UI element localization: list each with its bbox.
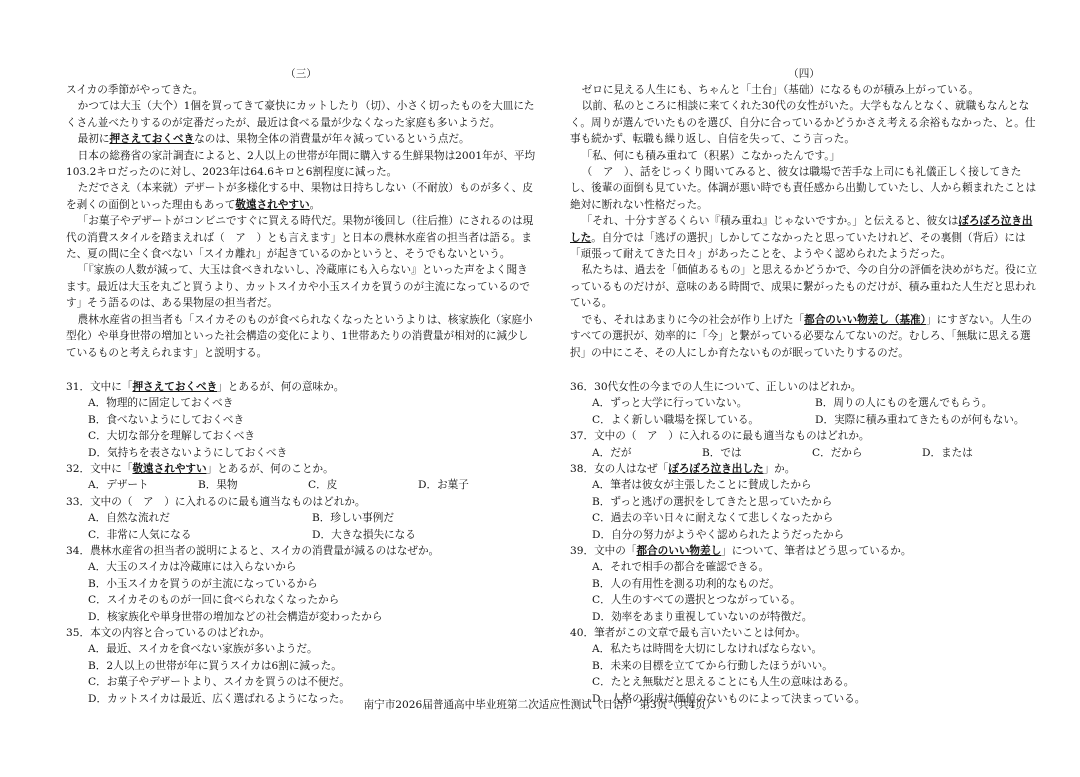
question-stem: [66, 494, 536, 510]
answer-option[interactable]: D．カットスイカは最近、広く選ばれるようになった。: [88, 692, 350, 705]
question-list: [570, 379, 1038, 707]
question-block: [66, 543, 536, 625]
stem-text: 38．女の人はなぜ「: [570, 462, 669, 475]
option-row: [66, 510, 536, 526]
answer-option[interactable]: B．未来の目標を立ててから行動したほうがいい。: [592, 659, 833, 672]
paragraph: かつては大玉（大个）1個を買ってきて豪快にカットしたり（切）、小さく切ったものを大皿にたくさん並べたりするのが定番だったが、最近は食べる量が少なくなった家庭も多いようだ。: [66, 100, 535, 129]
passage: [570, 82, 1038, 361]
answer-option[interactable]: C．お菓子やデザートより、スイカを買うのは不便だ。: [88, 676, 350, 689]
question-stem: [570, 625, 1038, 641]
stem-text: 36．30代女性の今までの人生について、正しいのはどれか。: [570, 380, 862, 393]
paragraph: （ ア ）、話をじっくり聞いてみると、彼女は職場で苦手な上司にも礼儀正しく接してきたし、後輩の面倒も見ていた。体調が悪い時でも責任感から出勤していたし、人から頼まれたことは絶対に断れない性格だった。: [570, 166, 1037, 211]
stem-text: 37．文中の（ ア ）に入れるのに最も適当なものはどれか。: [570, 430, 870, 443]
stem-text: 」について、筆者はどう思っているか。: [721, 544, 912, 557]
question-block: [66, 625, 536, 707]
stem-text: 32．文中に「: [66, 462, 133, 475]
question-stem: [66, 379, 536, 395]
answer-option[interactable]: C．たとえ無駄だと思えることにも人生の意味はある。: [592, 676, 855, 689]
paragraph: 農林水産省の担当者も「スイカそのものが食べられなくなったというよりは、核家族化（家庭小型化）や単身世帯の増加といった社会構造の変化により、1世帯あたりの消費量が相対的に減少しているものと考えられます」と説明する。: [66, 313, 533, 359]
underlined-phrase: 押さえておくべき: [109, 133, 195, 146]
answer-option[interactable]: D．自分の努力がようやく認められたようだったから: [592, 528, 845, 541]
paragraph: 日本の総務省の家計調査によると、2人以上の世帯が年間に購入する生鮮果物は2001年が、平均103.2キロだったのに対し、2023年は64.6キロと6割程度に減った。: [66, 149, 536, 179]
question-stem: [66, 625, 536, 641]
paragraph: ゼロに見える人生にも、ちゃんと「土台」（基础）になるものが積み上がっている。: [581, 84, 979, 96]
answer-option[interactable]: D．または: [922, 446, 973, 459]
paragraph-text: 」にすぎない。人生のすべての選択が、効率的に「今」と繋がっている必要なんてないのだ。むしろ、「無駄に思える選択」の中にこそ、その人にしか育たないものが眠っていたりするのだ。: [570, 313, 1032, 359]
answer-option[interactable]: A．最近、スイカを食べない家族が多いようだ。: [88, 643, 318, 656]
answer-option[interactable]: A．私たちは時間を大切にしなければならない。: [592, 643, 823, 656]
answer-option[interactable]: C．非常に人気になる: [88, 528, 192, 541]
underlined-phrase: 押さえておくべき: [132, 380, 218, 393]
answer-option[interactable]: B．ずっと逃げの選択をしてきたと思っていたから: [592, 495, 833, 508]
answer-option[interactable]: B．人の有用性を測る功利的なものだ。: [592, 577, 780, 590]
paragraph-text: 。自分では「逃げの選択」しかしてこなかったと思っていたけれど、その裏側（背后）には「頑張って耐えてきた日々」があったことを、ようやく認められたようだった。: [570, 231, 1026, 261]
underlined-phrase: 敬遠されやすい: [235, 198, 310, 211]
paragraph: スイカの季節がやってきた。: [66, 84, 204, 96]
underlined-phrase: 都合のいい物差し: [636, 544, 722, 557]
answer-option[interactable]: B．珍しい事例だ: [312, 512, 394, 525]
paragraph: [66, 180, 536, 213]
answer-option[interactable]: A．大玉のスイカは冷蔵庫には入らないから: [88, 561, 297, 574]
option-row: [570, 395, 1038, 411]
answer-option[interactable]: C．だから: [812, 446, 863, 459]
right-column: [570, 66, 1038, 707]
stem-text: 34．農林水産省の担当者の説明によると、スイカの消費量が減るのはなぜか。: [66, 544, 440, 557]
stem-text: 39．文中の「: [570, 544, 637, 557]
answer-option[interactable]: C．よく新しい職場を探している。: [592, 413, 760, 426]
paragraph-text: ただでさえ（本来就）デザートが多様化する中、果物は日持ちしない（不耐放）ものが多く、皮を剥くの面倒といった理由もあって: [66, 182, 533, 211]
option-row: [570, 445, 1038, 461]
question-block: [66, 494, 536, 543]
paragraph-text: でも、それはあまりに今の社会が作り上げた「: [581, 313, 805, 326]
answer-option[interactable]: D．気持ちを表さないようにしておくべき: [88, 446, 288, 459]
answer-option[interactable]: B．食べないようにしておくべき: [88, 413, 245, 426]
answer-option[interactable]: A．それで相手の都合を確認できる。: [592, 561, 770, 574]
paragraph-text: 「それ、十分すぎるくらい『積み重ね』じゃないですか。」と伝えると、彼女は: [581, 215, 959, 228]
answer-option[interactable]: B．周りの人にものを選んでもらう。: [815, 397, 993, 410]
option-row: [570, 412, 1038, 428]
stem-text: 」とあるが、何の意味か。: [217, 380, 345, 393]
paragraph: [570, 312, 1038, 361]
underlined-phrase: ぽろぽろ泣き出した: [570, 215, 1033, 244]
question-block: [570, 543, 1038, 625]
question-block: [66, 461, 536, 494]
answer-option[interactable]: B．では: [702, 446, 742, 459]
underlined-phrase: 敬遠されやすい: [132, 462, 207, 475]
answer-option[interactable]: D．実際に積み重ねてきたものが何もない。: [815, 413, 1025, 426]
answer-option[interactable]: C．過去の辛い日々に耐えなくて悲しくなったから: [592, 512, 834, 525]
answer-option[interactable]: D．核家族化や単身世帯の増加などの社会構造が変わったから: [88, 610, 383, 623]
option-row: [66, 527, 536, 543]
passage: [66, 82, 536, 361]
question-block: [570, 428, 1038, 461]
answer-option[interactable]: C．人生のすべての選択とつながっている。: [592, 594, 801, 607]
stem-text: 31．文中に「: [66, 380, 133, 393]
answer-option[interactable]: D．大きな損失になる: [312, 528, 416, 541]
left-column: [66, 66, 536, 707]
paragraph: [570, 213, 1038, 262]
answer-option[interactable]: C．皮: [308, 479, 338, 492]
paragraph-text: 。: [309, 198, 321, 211]
answer-option[interactable]: A．物理的に固定しておくべき: [88, 397, 234, 410]
question-stem: [66, 543, 536, 559]
answer-option[interactable]: A．デザート: [88, 479, 149, 492]
stem-text: 40．筆者がこの文章で最も言いたいことは何か。: [570, 627, 806, 639]
paragraph: 私たちは、過去を「価値あるもの」と思えるかどうかで、今の自分の評価を決めがちだ。役に立っているものだけが、意味のある時間で、成果に繋がったものだけが、積み重ねた人生だと思われている。: [570, 264, 1037, 310]
stem-text: 33．文中の（ ア ）に入れるのに最も適当なものはどれか。: [66, 495, 366, 508]
question-stem: [66, 461, 536, 477]
answer-option[interactable]: D．人格の形成は価値のないものによって決まっている。: [592, 692, 866, 705]
page-footer: 南宁市2026届普通高中毕业班第二次适应性测试（日语） 第3页（共4页）: [363, 699, 717, 711]
question-stem: [570, 379, 1038, 395]
answer-option[interactable]: A．ずっと大学に行っていない。: [592, 397, 748, 410]
stem-text: 35．本文の内容と合っているのはどれか。: [66, 627, 271, 639]
answer-option[interactable]: A．筆者は彼女が主張したことに賛成したから: [592, 479, 812, 492]
paragraph: 以前、私のところに相談に来てくれた30代の女性がいた。大学もなんとなく、就職もなんとなく。周りが選んでいたものを選び、自分に合っているかどうかさえ考える余裕もなかった、と。仕事も続かず、転職も繰り返し、自信を失って、こう言った。: [570, 100, 1036, 146]
option-row: [66, 477, 536, 493]
section-title: （四）: [788, 68, 820, 80]
answer-option[interactable]: C．スイカそのものが一回に食べられなくなったから: [88, 594, 340, 607]
question-block: [570, 461, 1038, 543]
section-title: （三）: [285, 68, 317, 80]
question-stem: [570, 428, 1038, 444]
stem-text: 」か。: [763, 462, 796, 475]
answer-option[interactable]: A．だが: [592, 446, 632, 459]
question-block: [66, 379, 536, 461]
question-block: [570, 625, 1038, 707]
stem-text: 」とあるが、何のことか。: [206, 462, 334, 475]
answer-option[interactable]: C．大切な部分を理解しておくべき: [88, 430, 256, 443]
paragraph: [66, 131, 536, 147]
answer-option[interactable]: B．小玉スイカを買うのが主流になっているから: [88, 577, 318, 590]
question-stem: [570, 543, 1038, 559]
underlined-phrase: 都合のいい物差し（基准）: [804, 313, 926, 326]
paragraph: 「『家族の人数が減って、大玉は食べきれないし、冷蔵庫にも入らない』といった声をよく聞きます。最近は大玉を丸ごと買うより、カットスイカや小玉スイカを買うのが主流になっているのです」そう語るのは、ある果物屋の担当者だ。: [66, 264, 531, 310]
paragraph-text: 最初に: [77, 133, 110, 146]
answer-option[interactable]: D．お菓子: [418, 479, 469, 492]
answer-option[interactable]: A．自然な流れだ: [88, 512, 170, 525]
question-stem: [570, 461, 1038, 477]
question-list: [66, 379, 536, 707]
question-block: [570, 379, 1038, 428]
paragraph: 「お菓子やデザートがコンビニですぐに買える時代だ。果物が後回し（往后推）にされるのは現代の消費スタイルを踏まえれば（ ア ）とも言えます」と日本の農林水産省の担当者は語る。また、夏の間に全く食べない「スイカ離れ」が起きているのかというと、そうでもないという。: [66, 215, 534, 261]
paragraph-text: なのは、果物全体の消費量が年々減っているという点だ。: [194, 133, 470, 146]
answer-option[interactable]: B．果物: [198, 479, 238, 492]
paragraph: 「私、何にも積み重ねて（积累）こなかったんです。」: [581, 149, 841, 162]
answer-option[interactable]: B．2人以上の世帯が年に買うスイカは6割に減った。: [88, 659, 342, 672]
answer-option[interactable]: D．効率をあまり重視していないのが特徴だ。: [592, 610, 813, 623]
underlined-phrase: ぽろぽろ泣き出した: [668, 462, 764, 475]
